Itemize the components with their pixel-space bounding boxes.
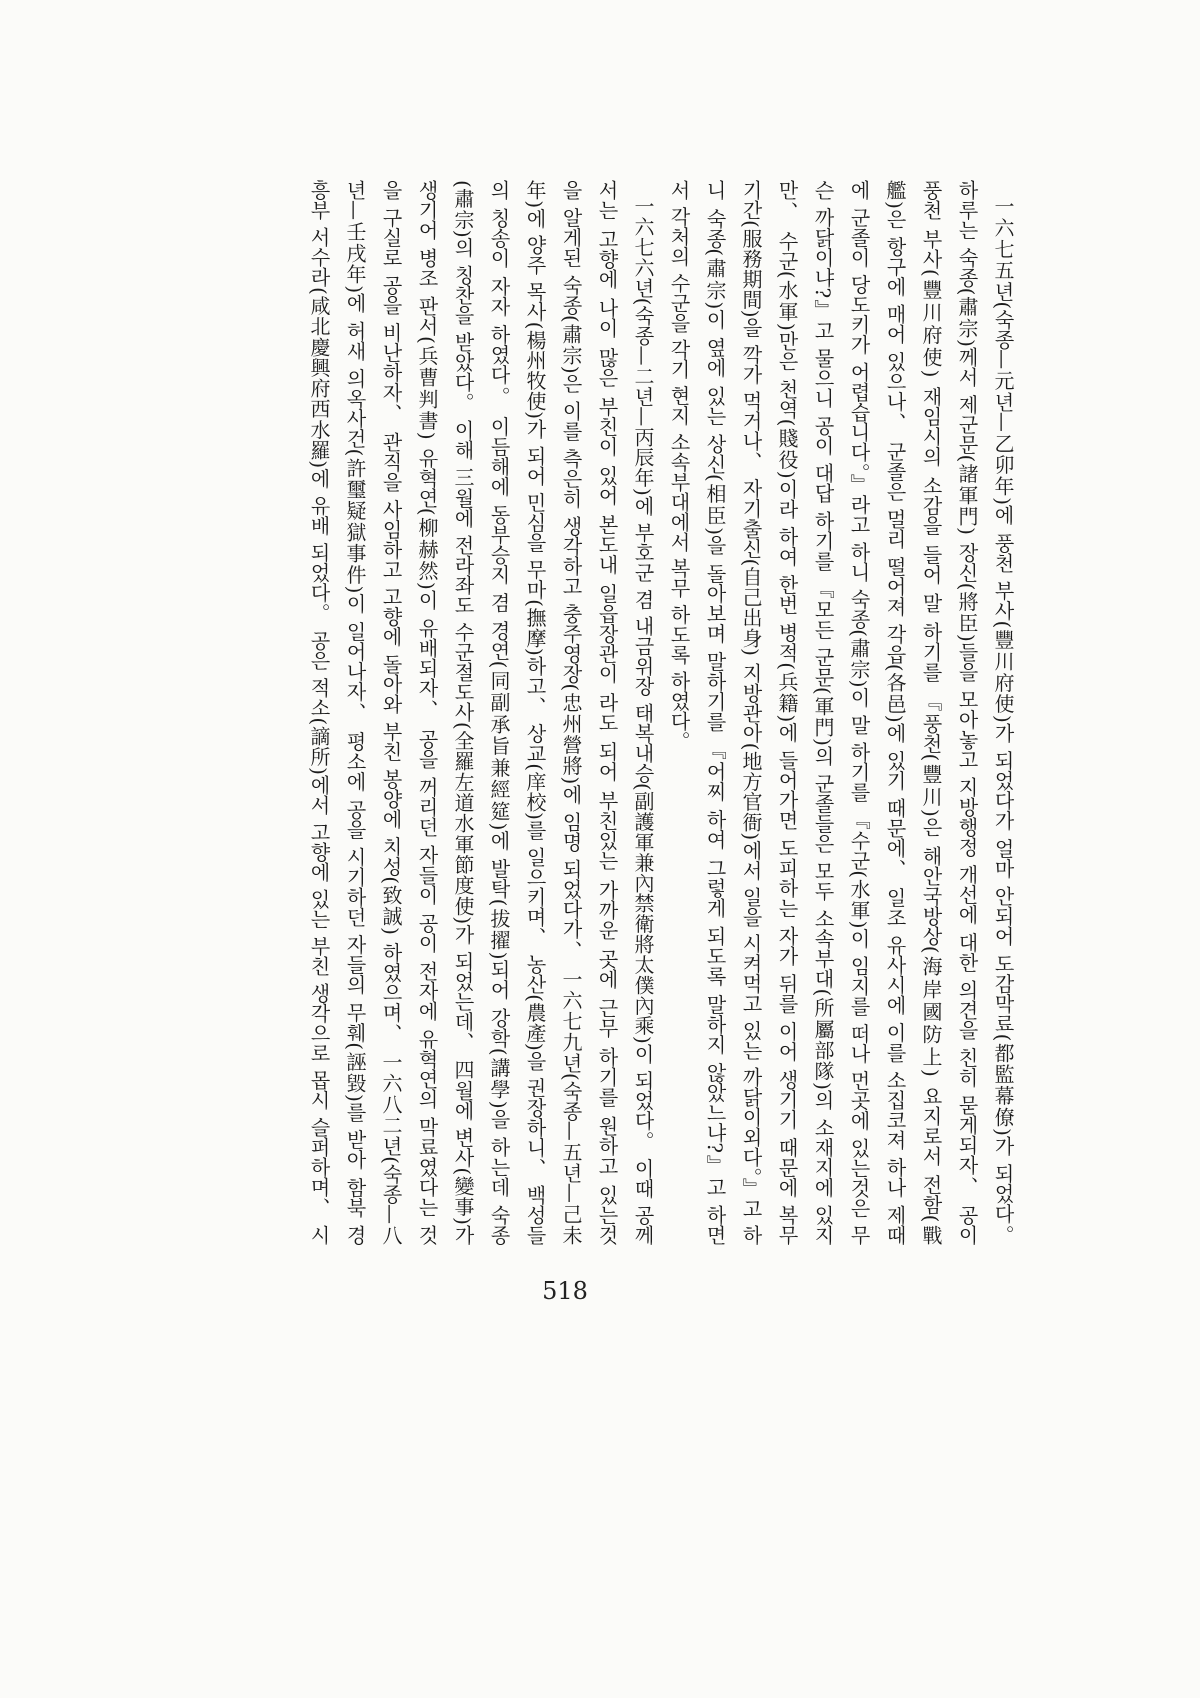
text-line: 하루는 숙종(肅宗)께서 제군문(諸軍門) 장신(將臣)들을 모아놓고 지방행정 개선에 대한 의견을 친히 묻게되자、 공이 (955, 180, 979, 1245)
text-line: 艦)은 항구에 매어 있으나、 군졸은 멀리 떨어져 각읍(各邑)에 있기 때문에、 일조 유사시에 이를 소집코져 하나 제때 (883, 180, 907, 1245)
text-line: 생기어 병조 판서(兵曹判書) 유혁연(柳赫然)이 유배되자、 공을 꺼리던 자들이 공이 전자에 유혁연의 막료였다는 것 (415, 180, 439, 1245)
paragraph (301, 180, 661, 1245)
text-line: 만、 수군(水軍)만은 천역(賤役)이라 하여 한번 병적(兵籍)에 들어가면 도피하는 자가 뒤를 이어 생기기 때문에 복무 (775, 180, 799, 1245)
text-line: 을 구실로 공을 비난하자、 관직을 사임하고 고향에 돌아와 부친 봉양에 치성(致誠) 하였으며、 一六八二년(숙종—八 (379, 180, 403, 1245)
text-line: 을 알게된 숙종(肅宗)은 이를 측은히 생각하고 충주영장(忠州營將)에 임명 되었다가、 一六七九년(숙종—五년—己未 (559, 180, 583, 1245)
text-line: 에 군졸이 당도키가 어렵습니다。』라고 하니 숙종(肅宗)이 말 하기를 『수군(水軍)이 임지를 떠나 먼곳에 있는것은 무 (847, 180, 871, 1245)
body-text (301, 180, 1021, 1245)
text-line: 슨 까닭이냐?』고 물으니 공이 대답 하기를 『모든 군문(軍門)의 군졸들은 모두 소속부대(所屬部隊)의 소재지에 있지 (811, 180, 835, 1245)
text-line: (肅宗)의 칭찬을 받았다。 이해 三월에 전라좌도 수군절도사(全羅左道水軍節度使)가 되었는데、 四월에 변사(變事)가 (451, 180, 475, 1245)
text-line: 기간(服務期間)을 깍가 먹거나、 자기출신(自己出身) 지방관아(地方官衙)에서 일을 시켜먹고 있는 까닭이외다。』고 하 (739, 180, 763, 1245)
page-number: 518 (542, 1277, 588, 1305)
text-line: 풍천 부사(豐川府使) 재임시의 소감을 들어 말 하기를 『풍천(豐川)은 해안국방상(海岸國防上) 요지로서 전함(戰 (919, 180, 943, 1245)
text-line: 흥부 서수라(咸北慶興府西水羅)에 유배 되었다。 공은 적소(謫所)에서 고향에 있는 부친 생각으로 몹시 슬퍼하며、 시 (307, 180, 331, 1245)
text-line: 니 숙종(肅宗)이 옆에 있는 상신(相臣)을 돌아보며 말하기를 『어찌 하여 그렇게 되도록 말하지 않았느냐?』고 하면 (703, 180, 727, 1245)
paragraph (661, 180, 1021, 1245)
text-line: 의 칭송이 자자 하였다。 이듬해에 동부승지 겸 경연(同副承旨兼經筵)에 발탁(拔擢)되어 강학(講學)을 하는데 숙종 (487, 180, 511, 1245)
text-line: 년—壬戌年)에 허새 의옥사건(許璽疑獄事件)이 일어나자、 평소에 공을 시기하던 자들의 무훼(誣毀)를 받아 함북 경 (343, 180, 367, 1245)
text-line: 一六七五년(숙종—元년—乙卯年)에 풍천 부사(豐川府使)가 되었다가 얼마 안되어 도감막료(都監幕僚)가 되었다。 (991, 196, 1015, 1245)
text-line: 一六七六년(숙종—二년—丙辰年)에 부호군 겸 내금위장 태복내승(副護軍兼內禁衛將太僕內乘)이 되었다。 이때 공께 (631, 196, 655, 1245)
text-line: 서는 고향에 나이 많은 부친이 있어 본도내 일읍장관이 라도 되어 부친있는 가까운 곳에 근무 하기를 원하고 있는것 (595, 180, 619, 1245)
text-line: 서 각처의 수군을 각기 현지 소속부대에서 복무 하도록 하였다。 (667, 180, 691, 751)
text-line: 年)에 양주 목사(楊州牧使)가 되어 민심을 무마(撫摩)하고、 상교(庠校)를 일으키며、 농산(農產)을 권장하니、 백성들 (523, 180, 547, 1245)
